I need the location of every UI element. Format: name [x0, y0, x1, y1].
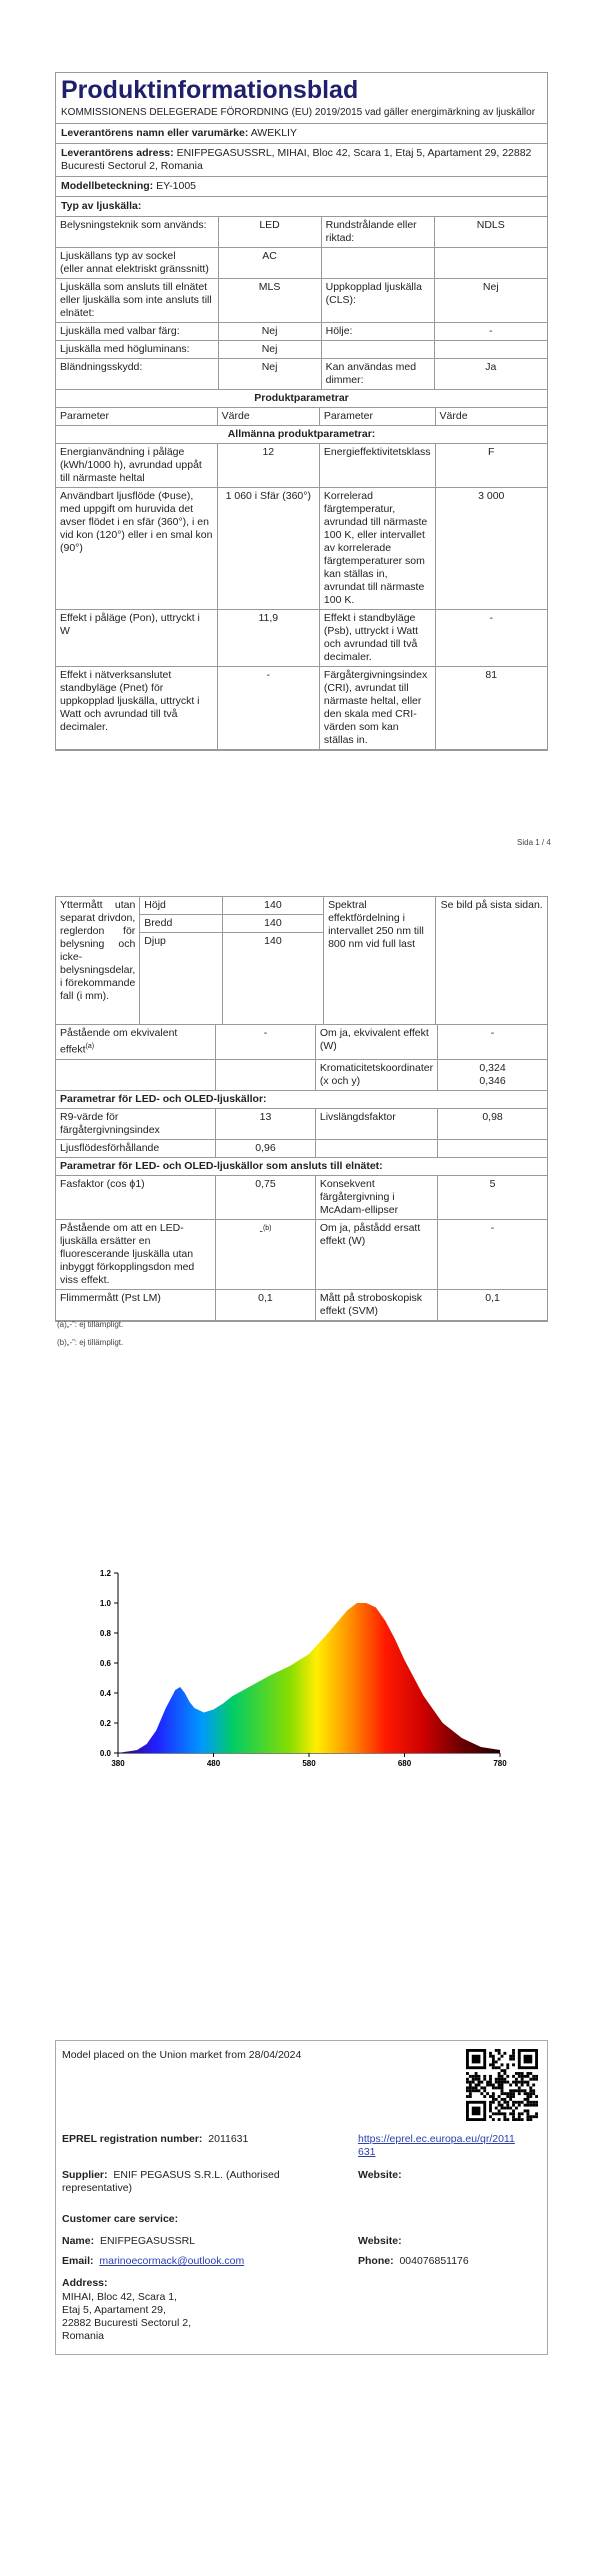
supplier-value: ENIF PEGASUS S.R.L. (Authorised representative): [62, 2169, 280, 2194]
email-label: Email:: [62, 2255, 94, 2267]
equiv-power-label: Om ja, ekvivalent effekt (W): [315, 1025, 437, 1059]
supplier-name-row: [56, 124, 547, 144]
y-tick-label: 0.6: [99, 1659, 111, 1668]
life-label: Livslängdsfaktor: [315, 1108, 437, 1139]
chroma-x: 0,324: [479, 1061, 506, 1074]
name-value: ENIFPEGASUSSRL: [99, 2235, 196, 2247]
type-label: Rundstrålande eller riktad:: [321, 217, 434, 248]
param-label: Korrelerad färgtemperatur, avrundad till närmaste 100 K, eller intervallet av korrelerade färgtemperaturer som kan ställas in, avrundat till närmaste 100 K.: [319, 488, 435, 610]
chroma-label: Kromaticitetskoordinater (x och y): [315, 1059, 437, 1090]
spectral-chart: [0, 1540, 603, 1780]
type-row: [56, 341, 547, 359]
supplier-address-label: Leverantörens adress:: [61, 147, 174, 159]
led-header: Parametrar för LED- och OLED-ljuskällor:: [56, 1090, 547, 1108]
type-value: [434, 248, 547, 279]
name-row: [62, 2235, 195, 2247]
param-label: Effekt i påläge (Pon), uttryckt i W: [56, 610, 217, 667]
dim-value: 140: [222, 915, 323, 933]
param-row: [56, 667, 547, 750]
equiv-table: [56, 1025, 547, 1321]
param-label: Energieffektivitetsklass: [319, 444, 435, 488]
page-title: Produktinformationsblad: [61, 76, 359, 104]
params-table: [56, 390, 547, 750]
svm-label: Mått på stroboskopisk effekt (SVM): [315, 1289, 437, 1320]
y-tick-label: 1.0: [99, 1599, 111, 1608]
model-row: [56, 177, 547, 197]
y-tick-label: 0.4: [99, 1689, 111, 1698]
email-link[interactable]: marinoecormack@outlook.com: [99, 2255, 245, 2267]
phone-value: 004076851176: [399, 2255, 469, 2267]
pst-label: Flimmermått (Pst LM): [56, 1289, 216, 1320]
type-value: AC: [218, 248, 321, 279]
model-label: Modellbeteckning:: [61, 180, 154, 192]
x-tick-label: 480: [206, 1759, 221, 1768]
type-label: Ljuskälla som ansluts till elnätet eller ljuskälla som inte ansluts till elnätet:: [56, 279, 218, 323]
dimension-table: [56, 897, 547, 1025]
chroma-y: 0,346: [479, 1074, 506, 1087]
regulation-text: KOMMISSIONENS DELEGERADE FÖRORDNING (EU) 2019/2015 vad gäller energimärkning av ljuskällor: [56, 105, 547, 124]
type-value: Ja: [434, 359, 547, 390]
footnote-ref: (b): [262, 1224, 272, 1232]
r9-value: 13: [216, 1108, 316, 1139]
phone-row: [358, 2255, 469, 2267]
param-label: Effekt i nätverksanslutet standbyläge (Pnet) för uppkopplad ljuskälla, uttryckt i Watt och avrundad till två decimaler.: [56, 667, 217, 750]
type-value: LED: [218, 217, 321, 248]
type-label: Hölje:: [321, 323, 434, 341]
param-row: [56, 488, 547, 610]
param-row: [56, 444, 547, 488]
type-label: Uppkopplad ljuskälla (CLS):: [321, 279, 434, 323]
claimed-value: -: [438, 1219, 547, 1289]
param-value: 1 060 i Sfär (360°): [217, 488, 319, 610]
param-label: Färgåtergivningsindex (CRI), avrundat till närmaste heltal, eller den skala med CRI-värden som kan ställas in.: [319, 667, 435, 750]
website2-label: Website:: [358, 2235, 402, 2247]
param-label: Användbart ljusflöde (Φuse), med uppgift om huruvida det avser flödet i en sfär (360°), i en vid kon (120°) eller i en smal kon (90°): [56, 488, 217, 610]
dim-value: 140: [222, 897, 323, 915]
type-row: [56, 217, 547, 248]
svm-value: 0,1: [438, 1289, 547, 1320]
col-param: Parameter: [56, 408, 217, 426]
y-tick-label: 0.2: [99, 1719, 111, 1728]
y-tick-label: 1.2: [99, 1569, 111, 1578]
type-value: NDLS: [434, 217, 547, 248]
type-value: Nej: [218, 341, 321, 359]
equiv-claim-label: [56, 1025, 216, 1059]
eprel-link[interactable]: https://eprel.ec.europa.eu/qr/2011631: [358, 2133, 515, 2158]
x-tick-label: 380: [111, 1759, 125, 1768]
supplier-row: [62, 2169, 342, 2195]
x-tick-label: 780: [493, 1759, 507, 1768]
param-value: -: [217, 667, 319, 750]
type-value: Nej: [218, 359, 321, 390]
type-label: [321, 341, 434, 359]
outer-dimensions-label: Yttermått utan separat drivdon, reglerdon för belysning och icke-belysningsdelar, i förekommande fall (i mm).: [56, 897, 140, 1025]
param-label: Energianvändning i påläge (kWh/1000 h), avrundad uppåt till närmaste heltal: [56, 444, 217, 488]
empty-cell: [438, 1139, 547, 1157]
type-row: [56, 279, 547, 323]
param-value: 3 000: [435, 488, 547, 610]
col-value: Värde: [435, 408, 547, 426]
cos-value: 0,75: [216, 1175, 316, 1219]
empty-cell: [315, 1139, 437, 1157]
type-value: -: [434, 323, 547, 341]
fluor-value: [216, 1219, 316, 1289]
phone-label: Phone:: [358, 2255, 394, 2267]
x-tick-label: 580: [302, 1759, 316, 1768]
fluor-label: Påstående om att en LED-ljuskälla ersätter en fluorescerande ljuskälla utan inbyggt förkopplingsdon med viss effekt.: [56, 1219, 216, 1289]
type-label: [321, 248, 434, 279]
chroma-value: [438, 1059, 547, 1090]
empty-cell: [56, 1059, 216, 1090]
name-label: Name:: [62, 2235, 95, 2247]
type-row: [56, 359, 547, 390]
supplier-address-row: [56, 144, 547, 177]
type-label: Belysningsteknik som används:: [56, 217, 218, 248]
page4-frame: [55, 2040, 548, 2355]
type-label: Ljuskälla med valbar färg:: [56, 323, 218, 341]
footnote-b: (b)„-”: ej tillämpligt.: [57, 1338, 124, 1347]
website-label: Website:: [358, 2169, 402, 2181]
param-row: [56, 610, 547, 667]
macadam-value: 5: [438, 1175, 547, 1219]
page1-frame: [55, 72, 548, 751]
dim-value: 140: [222, 933, 323, 1025]
r9-label: R9-värde för färgåtergivningsindex: [56, 1108, 216, 1139]
col-value: Värde: [217, 408, 319, 426]
spectral-label: Spektral effektfördelning i intervallet 250 nm till 800 nm vid full last: [324, 897, 436, 1025]
type-row: [56, 323, 547, 341]
flux-value: 0,96: [216, 1139, 316, 1157]
spectral-value: Se bild på sista sidan.: [436, 897, 547, 1025]
pst-value: 0,1: [216, 1289, 316, 1320]
type-label: Kan användas med dimmer:: [321, 359, 434, 390]
type-row: [56, 248, 547, 279]
x-tick-label: 680: [397, 1759, 412, 1768]
type-value: Nej: [218, 323, 321, 341]
eprel-row: [62, 2133, 248, 2145]
param-value: F: [435, 444, 547, 488]
page2-frame: [55, 896, 548, 1322]
type-label: Ljuskälla med högluminans:: [56, 341, 218, 359]
supplier-label: Supplier:: [62, 2169, 108, 2181]
placed-text: Model placed on the Union market from 28/04/2024: [62, 2049, 302, 2061]
y-tick-label: 0.0: [99, 1749, 111, 1758]
y-tick-label: 0.8: [99, 1629, 111, 1638]
type-value: [434, 341, 547, 359]
eprel-label: EPREL registration number:: [62, 2133, 203, 2145]
param-value: 11,9: [217, 610, 319, 667]
macadam-label: Konsekvent färgåtergivning i McAdam-ellipser: [315, 1175, 437, 1219]
eprel-value: 2011631: [208, 2133, 249, 2145]
footnote-a: (a)„-”: ej tillämpligt.: [57, 1320, 124, 1329]
equiv-power-value: -: [438, 1025, 547, 1059]
page-number: Sida 1 / 4: [517, 838, 551, 847]
life-value: 0,98: [438, 1108, 547, 1139]
type-value: MLS: [218, 279, 321, 323]
empty-cell: [216, 1059, 316, 1090]
col-param: Parameter: [319, 408, 435, 426]
model-value: EY-1005: [156, 180, 197, 192]
type-label: Bländningsskydd:: [56, 359, 218, 390]
params-header: Produktparametrar: [56, 390, 547, 408]
param-value: 12: [217, 444, 319, 488]
spectrum-area: [118, 1603, 500, 1753]
mains-header: Parametrar för LED- och OLED-ljuskällor som ansluts till elnätet:: [56, 1157, 547, 1175]
dim-label: Höjd: [140, 897, 222, 915]
dim-label: Djup: [140, 933, 222, 1025]
dim-label: Bredd: [140, 915, 222, 933]
address-label: Address:: [62, 2277, 108, 2289]
param-value: -: [435, 610, 547, 667]
care-label: Customer care service:: [62, 2213, 179, 2225]
supplier-name-value: AWEKLIY: [250, 127, 297, 139]
address-value: MIHAI, Bloc 42, Scara 1, Etaj 5, Apartament 29, 22882 Bucuresti Sectorul 2, Romania: [62, 2291, 191, 2342]
type-header: Typ av ljuskälla:: [56, 197, 547, 217]
claimed-label: Om ja, påstådd ersatt effekt (W): [315, 1219, 437, 1289]
flux-label: Ljusflödesförhållande: [56, 1139, 216, 1157]
param-value: 81: [435, 667, 547, 750]
cos-label: Fasfaktor (cos ϕ1): [56, 1175, 216, 1219]
param-label: Effekt i standbyläge (Psb), uttryckt i Watt och avrundad till två decimaler.: [319, 610, 435, 667]
general-header: Allmänna produktparametrar:: [56, 426, 547, 444]
email-row: [62, 2255, 244, 2267]
qr-code[interactable]: [466, 2049, 538, 2126]
type-label: Ljuskällans typ av sockel (eller annat elektriskt gränssnitt): [56, 248, 218, 279]
type-value: Nej: [434, 279, 547, 323]
supplier-name-label: Leverantörens namn eller varumärke:: [61, 127, 249, 139]
equiv-claim-value: -: [216, 1025, 316, 1059]
type-table: [56, 217, 547, 390]
supplier-address-value: ENIFPEGASUSSRL, MIHAI, Bloc 42, Scara 1, Etaj 5, Apartament 29, 22882 Bucuresti Sectorul 2, Romania: [61, 147, 532, 172]
fluor-value-text: -: [259, 1225, 263, 1237]
footnote-ref: (a): [85, 1043, 95, 1050]
equiv-claim-text: Påstående om ekvivalent effekt: [60, 1027, 178, 1056]
